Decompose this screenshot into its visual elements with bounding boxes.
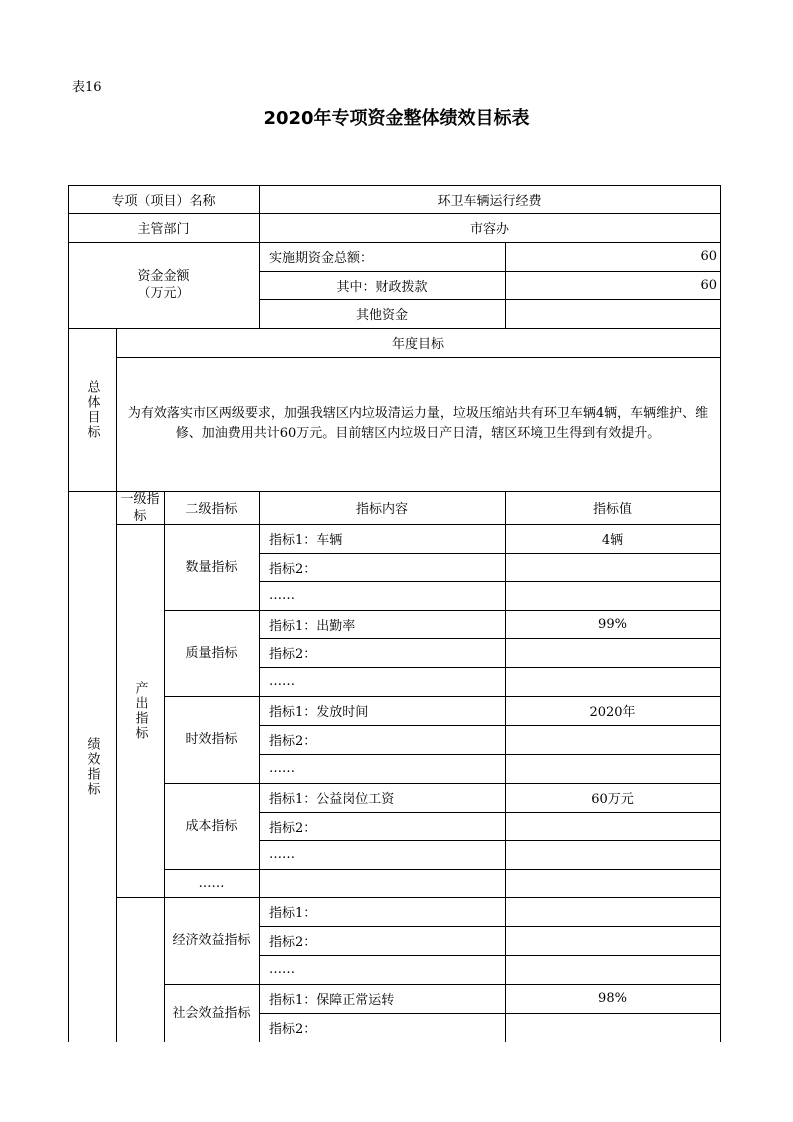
indicator-value [505,553,720,581]
indicator-value: 4辆 [601,533,624,548]
funds-fiscal-label: 其中：财政拨款 [336,279,428,295]
indicator-content: 指标1：公益岗位工资 [269,792,395,807]
indicator-value [505,1013,720,1042]
indicator-content: 指标2： [269,820,317,836]
indicator-value [505,638,720,667]
indicator-value [505,581,720,610]
level2-header: 二级指标 [185,502,238,517]
indicators-section-label: 绩效指标 [84,736,100,797]
content-header: 指标内容 [355,502,408,517]
level2-group-name: 社会效益指标 [172,1005,251,1021]
indicator-value [505,926,720,955]
department-label: 主管部门 [137,222,190,237]
indicator-value [505,725,720,754]
project-name-label: 专项（项目）名称 [111,193,216,209]
indicator-content: …… [269,847,295,862]
indicator-content: …… [269,674,295,689]
indicator-content: 指标1： [269,906,317,921]
annual-goal-text: 为有效落实市区两级要求，加强我辖区内垃圾清运力量，垃圾压缩站共有环卫车辆4辆，车辆维护、维修、加油费用共计60万元。目前辖区内垃圾日产日清，辖区环境卫生得到有效提升。 [127,406,709,441]
indicator-content: 指标2： [269,734,317,749]
level2-group-name: 数量指标 [185,559,238,575]
indicator-value: 99% [598,616,627,632]
funds-label-line1: 资金金额 [137,269,190,284]
effect-indicators-label [116,897,164,1042]
department-value: 市容办 [469,222,509,237]
output-indicators-label: 产出指标 [132,680,148,741]
funds-label-line2: （万元） [137,286,190,301]
indicator-value: 98% [598,991,627,1006]
funds-total-value: 60 [700,249,717,264]
funds-other-label: 其他资金 [355,308,408,323]
indicator-value [505,840,720,869]
indicator-content: 指标1：发放时间 [269,705,369,720]
funds-other-value [505,299,720,328]
indicator-value [505,869,720,897]
indicator-content: 指标2： [269,647,317,662]
indicator-content: …… [269,962,295,977]
indicator-value [505,754,720,783]
funds-total-label: 实施期资金总额： [269,251,374,266]
funds-fiscal-value: 60 [700,277,717,293]
indicator-content [259,869,505,897]
indicator-content: 指标1：出勤率 [269,618,356,634]
level2-group-name: 经济效益指标 [172,933,251,948]
indicator-value [505,667,720,696]
indicator-value [505,812,720,840]
indicator-content: 指标1：保障正常运转 [269,993,395,1008]
grid-line [164,491,165,1042]
table-number: 表16 [72,80,102,95]
project-name-value: 环卫车辆运行经费 [437,193,542,209]
funds-label [68,242,259,328]
level2-group-name: 质量指标 [185,645,238,661]
indicator-value [505,897,720,926]
indicator-content: 指标2： [269,1022,317,1037]
indicator-content: 指标2： [269,935,317,950]
annual-goal-header: 年度目标 [391,337,444,352]
indicator-content: …… [269,588,295,603]
level2-group-name: …… [198,875,225,891]
indicator-value [505,955,720,984]
level2-group-name: 成本指标 [185,818,238,834]
grid-line [720,185,721,1042]
level1-header: 一级指标 [120,491,160,524]
value-header: 指标值 [592,502,632,517]
indicator-value: 60万元 [591,792,634,807]
indicator-content: 指标2： [269,561,317,577]
overall-goal-label: 总体目标 [84,379,100,440]
indicator-content: 指标1：车辆 [269,533,343,548]
indicator-value: 2020年 [589,705,636,720]
indicator-content: …… [269,761,295,776]
level2-group-name: 时效指标 [185,732,238,747]
page-title: 2020年专项资金整体绩效目标表 [263,108,530,129]
